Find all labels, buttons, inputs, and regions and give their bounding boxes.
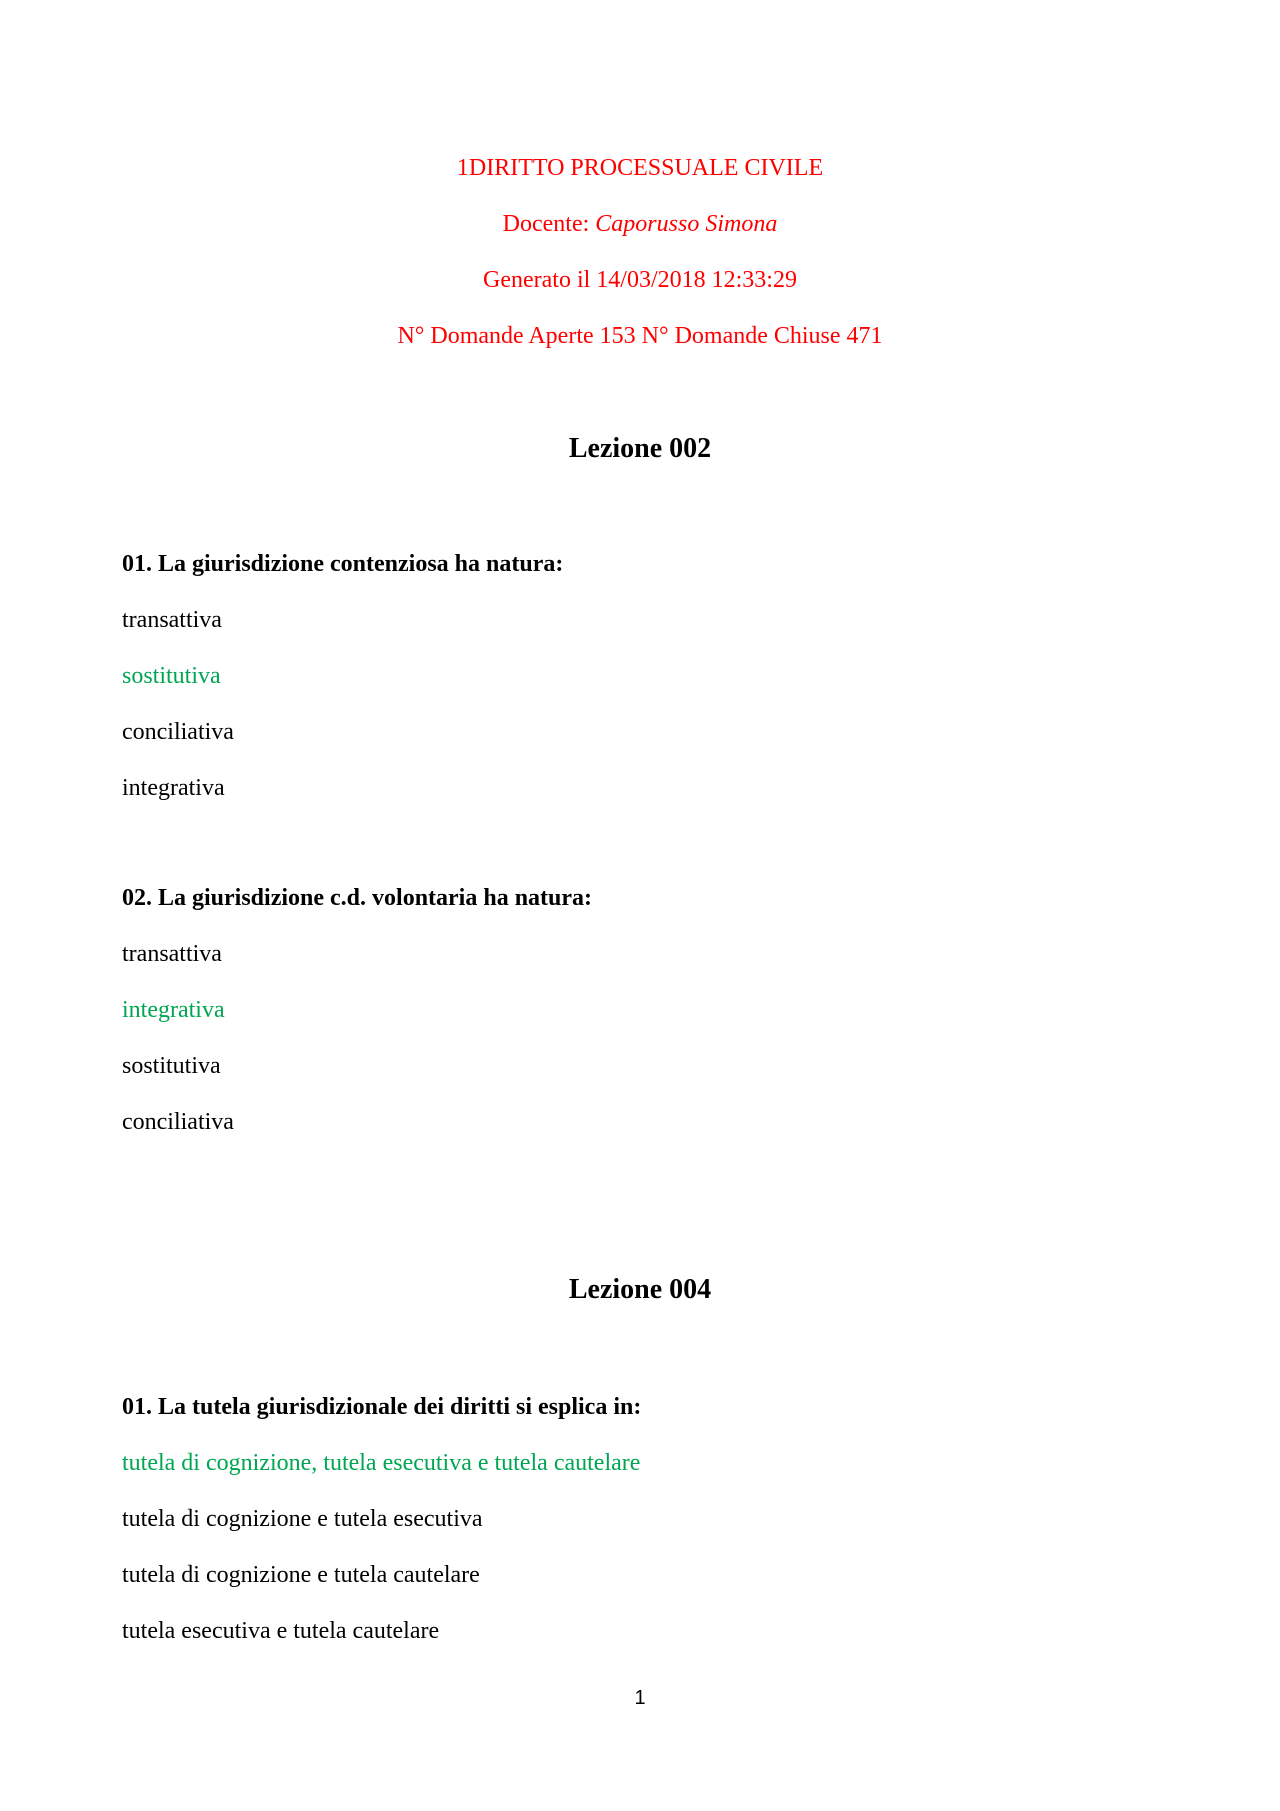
answer-option: tutela di cognizione e tutela cautelare <box>122 1562 480 1588</box>
answer-option: transattiva <box>122 941 222 967</box>
answer-option: conciliativa <box>122 1109 234 1135</box>
generated-timestamp: Generato il 14/03/2018 12:33:29 <box>483 267 797 293</box>
answer-option: conciliativa <box>122 719 234 745</box>
question-text: 02. La giurisdizione c.d. volontaria ha natura: <box>122 885 593 911</box>
answer-option-correct: integrativa <box>122 997 225 1023</box>
docente-line <box>0 210 1280 238</box>
question-text: 01. La giurisdizione contenziosa ha natura: <box>122 551 564 577</box>
question-counts: N° Domande Aperte 153 N° Domande Chiuse 471 <box>397 323 883 349</box>
answer-option: sostitutiva <box>122 1053 221 1079</box>
docente-name: Caporusso Simona <box>595 211 778 237</box>
answer-option: tutela esecutiva e tutela cautelare <box>122 1618 440 1644</box>
answer-option-correct: tutela di cognizione, tutela esecutiva e tutela cautelare <box>122 1450 641 1476</box>
docente-label: Docente: <box>502 211 596 237</box>
answer-option: tutela di cognizione e tutela esecutiva <box>122 1506 483 1532</box>
page-number: 1 <box>634 1687 646 1709</box>
question-text: 01. La tutela giurisdizionale dei diritti si esplica in: <box>122 1394 642 1420</box>
lesson-title: Lezione 002 <box>568 433 712 464</box>
document-title: 1DIRITTO PROCESSUALE CIVILE <box>456 155 824 181</box>
answer-option: transattiva <box>122 607 222 633</box>
answer-option: integrativa <box>122 775 225 801</box>
answer-option-correct: sostitutiva <box>122 663 221 689</box>
lesson-title: Lezione 004 <box>568 1274 712 1305</box>
